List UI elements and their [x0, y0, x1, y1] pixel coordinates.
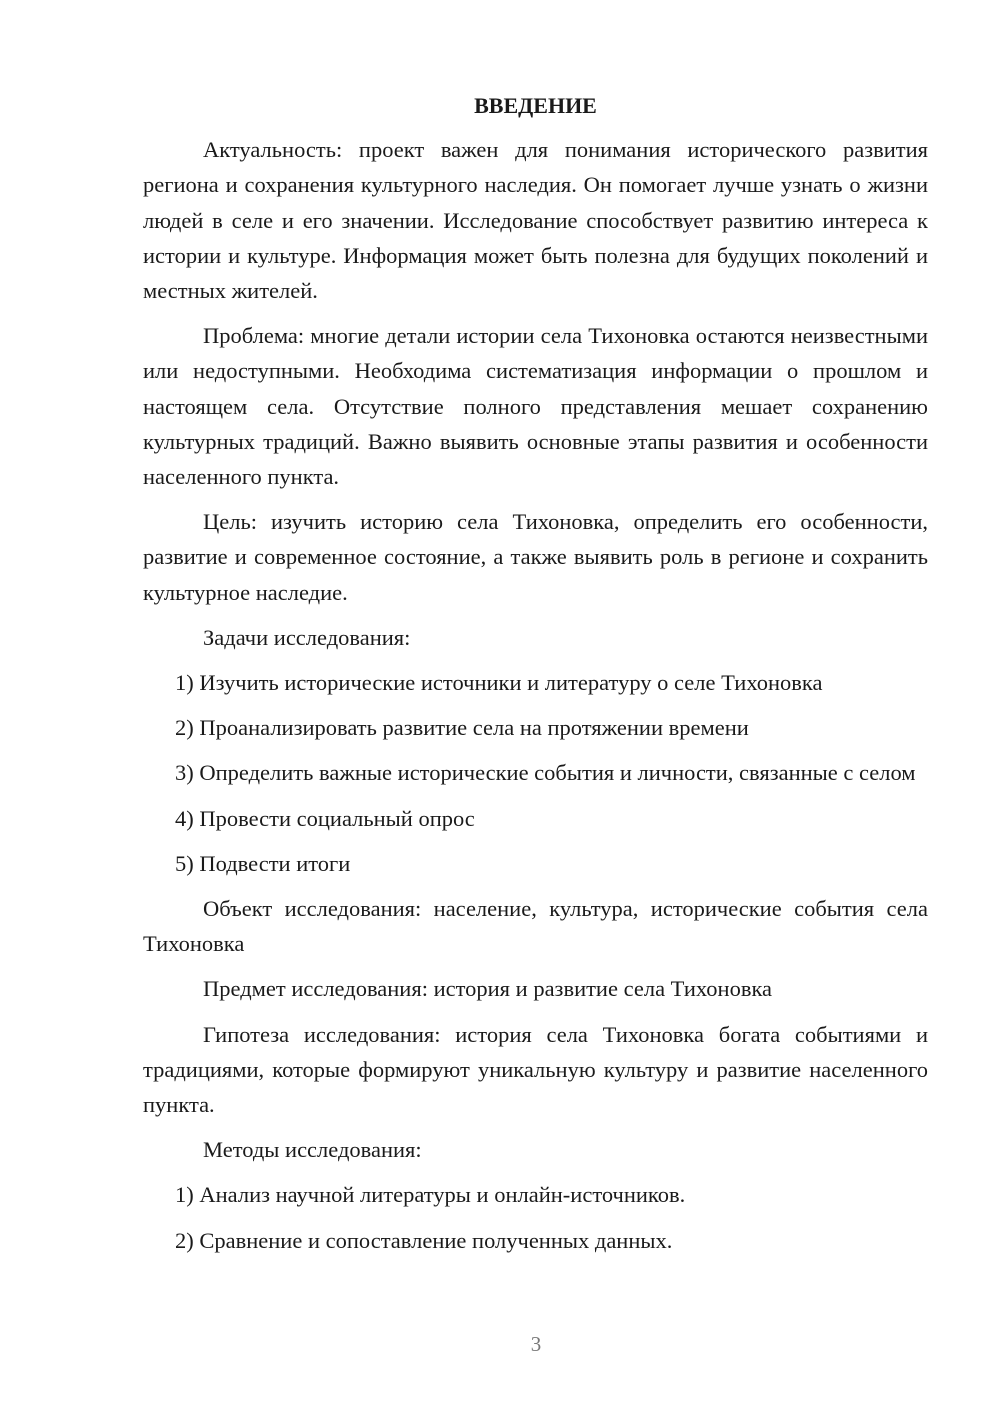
task-item: 3) Определить важные исторические события и личности, связанные с селом	[175, 760, 916, 786]
task-item: 4) Провести социальный опрос	[175, 805, 475, 831]
object-paragraph: Объект исследования: население, культура, исторические события села Тихоновка	[143, 896, 928, 957]
method-item: 2) Сравнение и сопоставление полученных данных.	[175, 1227, 673, 1253]
document-page	[143, 88, 928, 1268]
task-item: 2) Проанализировать развитие села на протяжении времени	[175, 715, 749, 741]
methods-heading: Методы исследования:	[203, 1137, 422, 1163]
goal-paragraph: Цель: изучить историю села Тихоновка, определить его особенности, развитие и современное состояние, а также выявить роль в регионе и сохранить культурное наследие.	[143, 509, 928, 605]
method-item: 1) Анализ научной литературы и онлайн-источников.	[175, 1182, 686, 1208]
subject-paragraph: Предмет исследования: история и развитие села Тихоновка	[203, 976, 773, 1002]
task-item: 5) Подвести итоги	[175, 850, 351, 876]
relevance-paragraph: Актуальность: проект важен для понимания исторического развития региона и сохранения культурного наследия. Он помогает лучше узнать о жизни людей в селе и его значении. Исследование способствует развитию интереса к истории и культуре. Информация может быть полезна для будущих поколений и местных жителей.	[143, 137, 928, 304]
problem-paragraph: Проблема: многие детали истории села Тихоновка остаются неизвестными или недоступными. Необходима систематизация информации о прошлом и настоящем села. Отсутствие полного представления мешает сохранению культурных традиций. Важно выявить основные этапы развития и особенности населенного пункта.	[143, 323, 928, 490]
task-item: 1) Изучить исторические источники и литературу о селе Тихоновка	[175, 670, 823, 696]
section-title: ВВЕДЕНИЕ	[474, 93, 597, 118]
tasks-heading: Задачи исследования:	[203, 624, 411, 650]
page-number: 3	[530, 1332, 542, 1356]
hypothesis-paragraph: Гипотеза исследования: история села Тихоновка богата событиями и традициями, которые формируют уникальную культуру и развитие населенного пункта.	[143, 1021, 928, 1118]
